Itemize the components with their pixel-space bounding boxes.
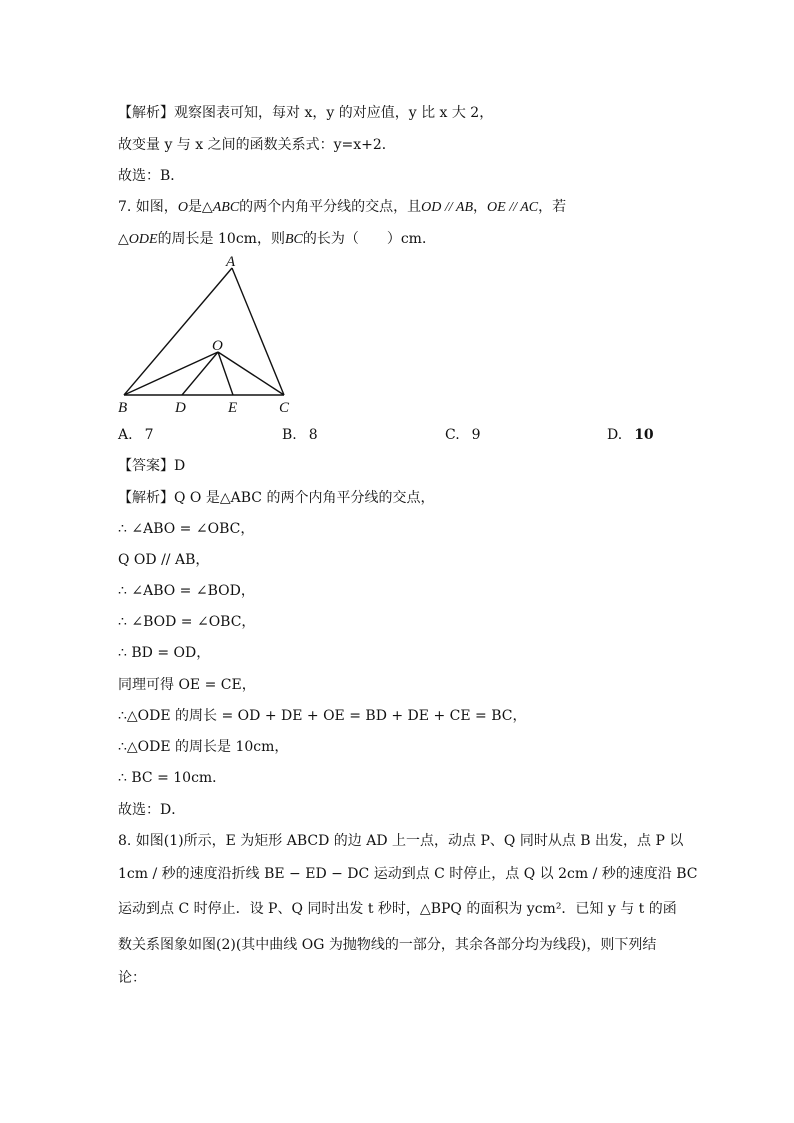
q7-answer: 【答案】D	[118, 458, 186, 474]
triangle-figure	[112, 250, 302, 418]
q7-stem-line1: 7. 如图，O是△ABC的两个内角平分线的交点，且OD // AB，OE // AC，若	[118, 199, 567, 215]
q8-line-2: 1cm / 秒的速度沿折线 BE − ED − DC 运动到点 C 时停止，点 Q 以 2cm / 秒的速度沿 BC	[118, 866, 698, 882]
label-d: D	[175, 400, 186, 416]
segment-oc	[218, 352, 284, 395]
segment-ac	[232, 268, 284, 395]
q8-line-4: 数关系图象如图(2)(其中曲线 OG 为抛物线的一部分，其余各部分均为线段)，则下列结	[118, 937, 657, 953]
segment-od	[182, 352, 218, 395]
solution-line-8: ∴△ODE 的周长 = OD + DE + OE = BD + DE + CE = BC，	[118, 708, 527, 724]
q8-line-3: 运动到点 C 时停止．设 P、Q 同时出发 t 秒时，△BPQ 的面积为 ycm²．已知 y 与 t 的函	[118, 901, 677, 917]
solution-line-7: 同理可得 OE = CE，	[118, 677, 256, 693]
label-e: E	[228, 400, 238, 416]
prev-relation: 故变量 y 与 x 之间的函数关系式：y=x+2．	[118, 137, 396, 153]
option-a[interactable]: A. 7	[118, 427, 154, 443]
q7-stem-line2: △ODE的周长是 10cm，则BC的长为（ ）cm．	[118, 231, 436, 247]
solution-line-1: 【解析】Q O 是△ABC 的两个内角平分线的交点，	[118, 490, 435, 506]
segment-bo	[124, 352, 218, 395]
solution-line-5: ∴ ∠BOD = ∠OBC，	[118, 614, 256, 630]
option-d[interactable]: D. 10	[607, 427, 654, 443]
option-c[interactable]: C. 9	[445, 427, 481, 443]
label-c: C	[279, 400, 290, 416]
prev-choice: 故选：B．	[118, 168, 185, 184]
solution-line-3: Q OD // AB，	[118, 552, 210, 568]
label-a: A	[226, 254, 236, 270]
prev-analysis: 【解析】观察图表可知，每对 x，y 的对应值，y 比 x 大 2，	[118, 105, 494, 121]
label-o: O	[212, 338, 223, 354]
segment-ab	[124, 268, 232, 395]
segment-oe	[218, 352, 233, 395]
solution-line-11: 故选：D．	[118, 802, 186, 818]
q8-line-5: 论：	[118, 970, 146, 986]
solution-line-2: ∴ ∠ABO = ∠OBC，	[118, 521, 255, 537]
label-b: B	[118, 400, 128, 416]
solution-line-4: ∴ ∠ABO = ∠BOD，	[118, 583, 255, 599]
q8-line-1: 8. 如图(1)所示，E 为矩形 ABCD 的边 AD 上一点，动点 P、Q 同时从点 B 出发，点 P 以	[118, 833, 684, 849]
option-b[interactable]: B. 8	[282, 427, 318, 443]
solution-line-6: ∴ BD = OD，	[118, 645, 211, 661]
solution-line-9: ∴△ODE 的周长是 10cm，	[118, 739, 289, 755]
solution-line-10: ∴ BC = 10cm．	[118, 770, 227, 786]
